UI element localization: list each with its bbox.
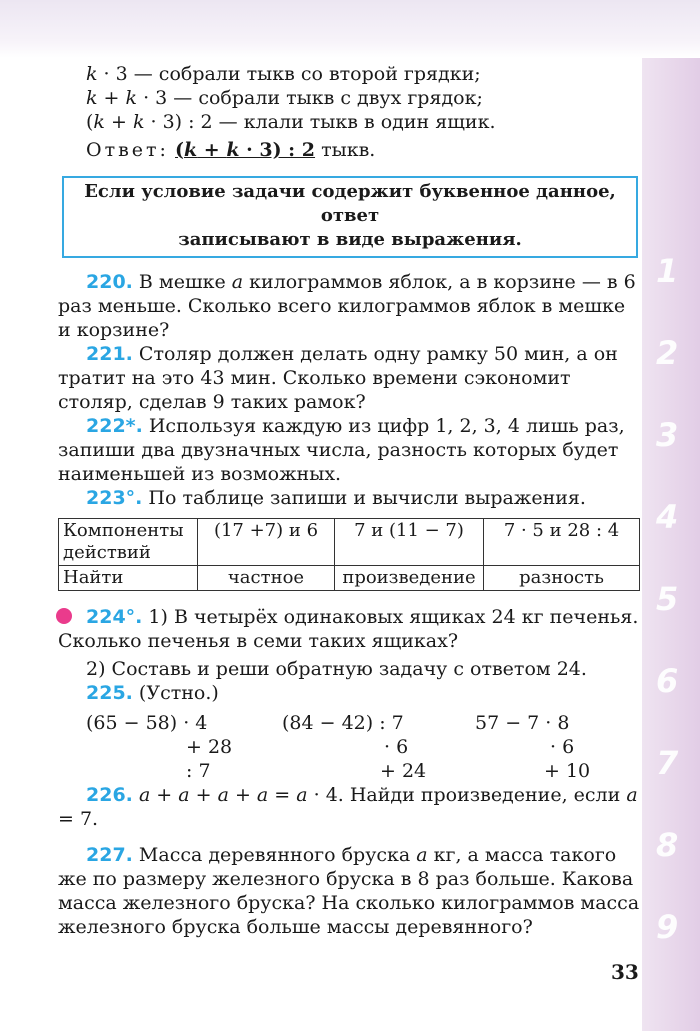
rule-box	[62, 176, 638, 258]
table-cell: Компоненты действий	[59, 519, 198, 566]
expression-text: 57 − 7 · 8	[475, 712, 570, 734]
sidebar-number: 9	[656, 908, 679, 946]
sidebar-number: 6	[656, 662, 679, 700]
task-227: 227. Масса деревянного бруска a кг, а масса такого же по размеру железного бруска в 8 раз больше. Какова масса железного бруска? На сколько килограммов масса железного бруска больше массы деревянного?	[58, 844, 640, 938]
answer-line: Ответ: (k + k · 3) : 2 тыкв.	[86, 139, 376, 161]
table-row	[59, 519, 640, 566]
table-cell: Найти	[59, 566, 198, 591]
expression-text: + 24	[380, 760, 427, 782]
components-table	[58, 518, 640, 591]
sidebar-number: 3	[656, 416, 679, 454]
sidebar-number: 2	[656, 334, 679, 372]
sidebar-number: 1	[656, 252, 679, 290]
rule-line: записывают в виде выражения.	[178, 229, 522, 250]
table-row	[59, 566, 640, 591]
table-cell: 7 и (11 − 7)	[335, 519, 484, 566]
intro-line-2: k + k · 3 — собрали тыкв с двух грядок;	[86, 87, 483, 109]
page-content	[58, 62, 642, 939]
sidebar-number: 7	[656, 744, 679, 782]
expression-chains	[58, 711, 642, 783]
table-cell: произведение	[335, 566, 484, 591]
sidebar-number: 4	[656, 498, 679, 536]
task-224-part-2: 2) Составь и реши обратную задачу с ответом 24.	[86, 658, 587, 680]
expression-text: (65 − 58) · 4	[86, 712, 208, 734]
table-cell: разность	[484, 566, 640, 591]
expression-text: · 6	[384, 736, 409, 758]
rule-line: Если условие задачи содержит буквенное данное, ответ	[84, 181, 616, 226]
expression-text: · 6	[550, 736, 575, 758]
sidebar-number: 8	[656, 826, 679, 864]
task-223: 223°. По таблице запиши и вычисли выражения.	[86, 487, 586, 509]
sidebar-number: 5	[656, 580, 679, 618]
task-224: 224°. 1) В четырёх одинаковых ящиках 24 кг печенья. Сколько печенья в семи таких ящиках?	[58, 606, 639, 652]
bullet-icon	[56, 608, 72, 624]
expression-text: (84 − 42) : 7	[282, 712, 404, 734]
task-225: 225. (Устно.)	[86, 682, 219, 704]
table-cell: 7 · 5 и 28 : 4	[484, 519, 640, 566]
expression-text: + 10	[544, 760, 591, 782]
chapter-sidebar	[642, 58, 700, 1031]
task-221: 221. Столяр должен делать одну рамку 50 мин, а он тратит на это 43 мин. Сколько времени сэкономит столяр, сделав 9 таких рамок?	[58, 343, 618, 413]
expression-text: : 7	[186, 760, 211, 782]
top-band	[0, 0, 700, 58]
task-220: 220. В мешке a килограммов яблок, а в корзине — в 6 раз меньше. Сколько всего килограммов яблок в мешке и корзине?	[58, 271, 636, 341]
page-number: 33	[611, 960, 639, 984]
intro-line-3: (k + k · 3) : 2 — клали тыкв в один ящик.	[86, 111, 496, 133]
expression-text: + 28	[186, 736, 233, 758]
task-226: 226. a + a + a + a = a · 4. Найди произведение, если a = 7.	[58, 784, 638, 830]
answer-expression: (k + k · 3) : 2	[175, 139, 316, 161]
intro-line-1: k · 3 — собрали тыкв со второй грядки;	[86, 63, 481, 85]
table-cell: частное	[198, 566, 335, 591]
table-cell: (17 +7) и 6	[198, 519, 335, 566]
task-222: 222*. Используя каждую из цифр 1, 2, 3, 4 лишь раз, запиши два двузначных числа, разность которых будет наименьшей из возможных.	[58, 415, 625, 485]
